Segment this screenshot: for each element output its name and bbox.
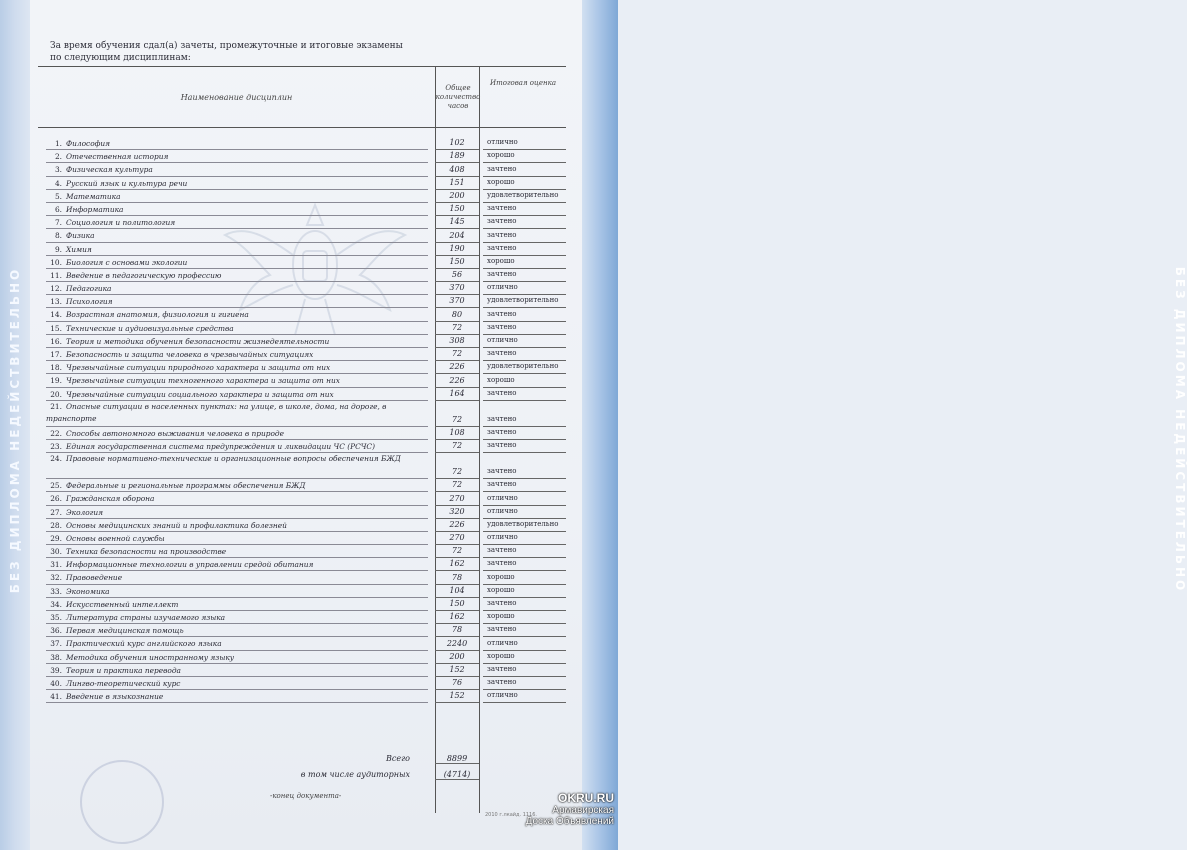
table-row xyxy=(38,532,566,545)
discipline-name: Правоведение xyxy=(66,573,123,583)
discipline-cell xyxy=(46,150,430,163)
hours-cell: 102 xyxy=(435,136,479,150)
print-info: 2010 г.лкайд. 1116. xyxy=(485,812,538,818)
discipline-name: Отечественная история xyxy=(66,152,169,162)
discipline-name: Правовые нормативно-технические и организационные вопросы обеспечения БЖД xyxy=(66,454,401,464)
grade-cell: отлично xyxy=(483,531,566,545)
grade-cell: зачтено xyxy=(483,229,566,243)
hours-cell: 76 xyxy=(435,676,479,690)
discipline-cell xyxy=(46,651,430,664)
hours-cell: 226 xyxy=(435,518,479,532)
table-row xyxy=(38,243,566,256)
header-discipline: Наименование дисциплин xyxy=(180,92,293,102)
discipline-cell xyxy=(46,401,430,425)
header-grade: Итоговая оценка xyxy=(479,67,566,127)
hours-cell: 370 xyxy=(435,294,479,308)
table-row xyxy=(38,519,566,532)
hours-cell: 56 xyxy=(435,268,479,282)
hours-cell: 164 xyxy=(435,387,479,401)
grade-cell: зачтено xyxy=(483,676,566,690)
grade-cell: отлично xyxy=(483,334,566,348)
discipline-name: Чрезвычайные ситуации техногенного характера и защита от них xyxy=(66,376,340,386)
table-row xyxy=(38,664,566,677)
table-row xyxy=(38,479,566,492)
grade-cell: зачтено xyxy=(483,557,566,571)
intro-line-2: по следующим дисциплинам: xyxy=(50,53,191,63)
discipline-cell xyxy=(46,598,430,611)
table-row xyxy=(38,190,566,203)
hours-cell: 72 xyxy=(435,413,479,427)
discipline-name: Чрезвычайные ситуации социального характера и защита от них xyxy=(66,389,334,399)
grade-cell: хорошо xyxy=(483,650,566,664)
table-row xyxy=(38,256,566,269)
total-value: 8899 xyxy=(435,754,479,764)
discipline-cell xyxy=(46,637,430,650)
discipline-cell xyxy=(46,163,430,176)
hours-cell: 226 xyxy=(435,360,479,374)
site-watermark xyxy=(526,792,614,827)
grade-cell: отлично xyxy=(483,281,566,295)
discipline-cell xyxy=(46,229,430,242)
row-number: 41. xyxy=(50,692,62,702)
table-row xyxy=(38,624,566,637)
hours-cell: 190 xyxy=(435,242,479,256)
hours-cell: 320 xyxy=(435,505,479,519)
table-row xyxy=(38,506,566,519)
table-row xyxy=(38,203,566,216)
discipline-cell xyxy=(46,177,430,190)
discipline-cell xyxy=(46,374,430,387)
table-row xyxy=(38,388,566,401)
table-row xyxy=(38,453,566,479)
row-number: 9. xyxy=(54,244,62,254)
row-number: 29. xyxy=(50,533,62,543)
row-number: 6. xyxy=(54,204,62,214)
discipline-name: Физика xyxy=(66,231,95,241)
row-number: 35. xyxy=(50,613,62,622)
table-row xyxy=(38,137,566,150)
grade-cell: зачтено xyxy=(483,544,566,558)
discipline-name: Теория и практика перевода xyxy=(66,665,181,675)
table-row xyxy=(38,598,566,611)
discipline-cell xyxy=(46,308,430,321)
row-number: 14. xyxy=(50,310,62,320)
discipline-name: Практический курс английского языка xyxy=(66,639,222,649)
grade-cell: зачтено xyxy=(483,465,566,479)
hours-cell: 145 xyxy=(435,215,479,229)
grade-cell: зачтено xyxy=(483,623,566,637)
right-border-strip xyxy=(582,0,1187,850)
grade-cell: зачтено xyxy=(483,242,566,256)
discipline-cell xyxy=(46,690,430,703)
header-hours: Общее количество часов xyxy=(435,67,480,127)
row-number: 16. xyxy=(50,336,62,346)
table-row xyxy=(38,427,566,440)
faint-stamp xyxy=(80,760,164,844)
grade-cell: хорошо xyxy=(483,610,566,624)
discipline-cell xyxy=(46,532,430,545)
grade-cell: хорошо xyxy=(483,255,566,269)
grade-cell: зачтено xyxy=(483,478,566,492)
discipline-name: Педагогика xyxy=(66,284,112,294)
discipline-name: Математика xyxy=(66,191,121,201)
grade-cell: отлично xyxy=(483,689,566,703)
hours-cell: 2240 xyxy=(435,637,479,651)
row-number: 31. xyxy=(50,560,62,570)
discipline-cell xyxy=(46,664,430,677)
row-number: 33. xyxy=(50,586,62,596)
row-number: 3. xyxy=(54,165,62,175)
hours-cell: 152 xyxy=(435,663,479,677)
discipline-name: Основы военной службы xyxy=(66,533,165,543)
discipline-name: Первая медицинская помощь xyxy=(66,626,184,636)
table-row xyxy=(38,585,566,598)
grade-cell: зачтено xyxy=(483,426,566,440)
grades-table xyxy=(38,66,566,799)
table-row xyxy=(38,492,566,505)
row-number: 11. xyxy=(50,270,62,280)
discipline-name: Техника безопасности на производстве xyxy=(66,547,227,557)
discipline-cell xyxy=(46,216,430,229)
row-number: 25. xyxy=(50,481,62,491)
discipline-cell xyxy=(46,203,430,216)
hours-cell: 78 xyxy=(435,571,479,585)
hours-cell: 72 xyxy=(435,544,479,558)
discipline-cell xyxy=(46,190,430,203)
discipline-name: Информационные технологии в управлении средой обитания xyxy=(66,560,314,570)
discipline-name: Технические и аудиовизуальные средства xyxy=(66,323,234,333)
row-number: 24. xyxy=(50,454,62,464)
table-row xyxy=(38,690,566,703)
watermark-line-1: Армавирская xyxy=(552,805,614,816)
table-row xyxy=(38,571,566,584)
discipline-cell xyxy=(46,282,430,295)
total-label: Всего xyxy=(386,754,410,763)
grade-cell: зачтено xyxy=(483,202,566,216)
hours-cell: 78 xyxy=(435,623,479,637)
intro-line-1: За время обучения сдал(а) зачеты, промежуточные и итоговые экзамены xyxy=(50,41,403,51)
grade-cell: зачтено xyxy=(483,439,566,453)
discipline-name: Лингво-теоретический курс xyxy=(66,678,181,688)
hours-cell: 152 xyxy=(435,689,479,703)
hours-cell: 151 xyxy=(435,176,479,190)
table-row xyxy=(38,216,566,229)
grade-cell: зачтено xyxy=(483,308,566,322)
row-number: 36. xyxy=(50,626,62,636)
hours-cell: 200 xyxy=(435,650,479,664)
row-number: 27. xyxy=(50,507,62,517)
discipline-name: Методика обучения иностранному языку xyxy=(66,652,235,662)
hours-cell: 162 xyxy=(435,557,479,571)
grade-cell: отлично xyxy=(483,505,566,519)
hours-cell: 370 xyxy=(435,281,479,295)
discipline-cell xyxy=(46,137,430,150)
row-number: 21. xyxy=(50,401,62,411)
discipline-name: Федеральные и региональные программы обеспечения БЖД xyxy=(66,481,306,491)
hours-cell: 204 xyxy=(435,229,479,243)
hours-cell: 150 xyxy=(435,255,479,269)
table-row xyxy=(38,335,566,348)
discipline-name: Экология xyxy=(66,507,104,517)
watermark-site: OKRU.RU xyxy=(558,791,614,805)
hours-cell: 408 xyxy=(435,163,479,177)
row-number: 40. xyxy=(50,678,62,688)
table-row xyxy=(38,229,566,242)
table-row xyxy=(38,295,566,308)
discipline-name: Биология с основами экологии xyxy=(66,257,188,267)
discipline-name: Возрастная анатомия, физиология и гигиена xyxy=(66,310,249,320)
grade-cell: хорошо xyxy=(483,374,566,388)
table-row xyxy=(38,308,566,321)
discipline-name: Русский язык и культура речи xyxy=(66,178,188,188)
discipline-name: Введение в языкознание xyxy=(66,692,164,702)
discipline-cell xyxy=(46,427,430,440)
hours-cell: 72 xyxy=(435,321,479,335)
discipline-cell xyxy=(46,624,430,637)
hours-cell: 72 xyxy=(435,347,479,361)
row-number: 12. xyxy=(50,284,62,294)
grade-cell: удовлетворительно xyxy=(483,518,566,532)
discipline-cell xyxy=(46,585,430,598)
grade-cell: зачтено xyxy=(483,321,566,335)
discipline-name: Теория и методика обучения безопасности жизнедеятельности xyxy=(66,336,330,346)
discipline-name: Литература страны изучаемого языка xyxy=(66,613,226,622)
discipline-name: Психология xyxy=(66,297,113,307)
discipline-cell xyxy=(46,558,430,571)
left-side-warning: БЕЗ ДИПЛОМА НЕДЕЙСТВИТЕЛЬНО xyxy=(8,266,22,594)
row-number: 22. xyxy=(50,428,62,438)
row-number: 32. xyxy=(50,573,62,583)
discipline-cell xyxy=(46,453,430,465)
discipline-name: Химия xyxy=(66,244,92,254)
row-number: 4. xyxy=(54,178,62,188)
table-row xyxy=(38,558,566,571)
table-row xyxy=(38,545,566,558)
table-row xyxy=(38,611,566,624)
discipline-name: Информатика xyxy=(66,204,124,214)
discipline-name: Философия xyxy=(66,139,111,148)
discipline-cell xyxy=(46,388,430,401)
row-number: 28. xyxy=(50,520,62,530)
discipline-cell xyxy=(46,677,430,690)
grade-cell: зачтено xyxy=(483,268,566,282)
grade-cell: отлично xyxy=(483,637,566,651)
row-number: 18. xyxy=(50,363,62,373)
row-number: 10. xyxy=(50,257,62,267)
discipline-cell xyxy=(46,611,430,624)
row-number: 7. xyxy=(54,218,62,228)
grade-cell: удовлетворительно xyxy=(483,189,566,203)
discipline-cell xyxy=(46,322,430,335)
table-row xyxy=(38,150,566,163)
discipline-cell xyxy=(46,335,430,348)
right-side-warning: БЕЗ ДИПЛОМА НЕДЕЙСТВИТЕЛЬНО xyxy=(1173,266,1187,594)
hours-cell: 270 xyxy=(435,492,479,506)
grade-cell: зачтено xyxy=(483,387,566,401)
grade-cell: хорошо xyxy=(483,176,566,190)
table-row xyxy=(38,651,566,664)
row-number: 20. xyxy=(50,389,62,399)
discipline-cell xyxy=(46,571,430,584)
grade-cell: удовлетворительно xyxy=(483,360,566,374)
discipline-name: Чрезвычайные ситуации природного характера и защита от них xyxy=(66,363,331,373)
hours-cell: 189 xyxy=(435,149,479,163)
grade-cell: хорошо xyxy=(483,584,566,598)
hours-cell: 226 xyxy=(435,374,479,388)
row-number: 17. xyxy=(50,350,62,359)
discipline-name: Экономика xyxy=(66,586,110,596)
hours-cell: 162 xyxy=(435,610,479,624)
discipline-cell xyxy=(46,545,430,558)
row-number: 38. xyxy=(50,652,62,662)
grade-cell: удовлетворительно xyxy=(483,294,566,308)
table-row xyxy=(38,440,566,453)
row-number: 1. xyxy=(54,139,62,148)
row-number: 19. xyxy=(50,376,62,386)
table-row xyxy=(38,177,566,190)
hours-cell: 308 xyxy=(435,334,479,348)
auditorium-value: (4714) xyxy=(435,770,479,780)
grade-cell: зачтено xyxy=(483,347,566,361)
row-number: 5. xyxy=(54,191,62,201)
discipline-name: Социология и политология xyxy=(66,218,176,228)
row-number: 30. xyxy=(50,547,62,557)
discipline-cell xyxy=(46,440,430,453)
discipline-cell xyxy=(46,243,430,256)
discipline-name: Введение в педагогическую профессию xyxy=(66,270,222,280)
row-number: 15. xyxy=(50,323,62,333)
table-row xyxy=(38,282,566,295)
hours-cell: 72 xyxy=(435,478,479,492)
grade-cell: зачтено xyxy=(483,413,566,427)
discipline-cell xyxy=(46,506,430,519)
intro-text xyxy=(50,40,570,64)
hours-cell: 270 xyxy=(435,531,479,545)
grade-cell: зачтено xyxy=(483,215,566,229)
discipline-cell xyxy=(46,479,430,492)
table-row xyxy=(38,163,566,176)
discipline-name: Безопасность и защита человека в чрезвычайных ситуациях xyxy=(66,350,314,359)
table-row xyxy=(38,637,566,650)
hours-cell: 72 xyxy=(435,439,479,453)
discipline-name: Способы автономного выживания человека в природе xyxy=(66,428,284,438)
discipline-cell xyxy=(46,519,430,532)
hours-cell: 72 xyxy=(435,465,479,479)
discipline-name: Искусственный интеллект xyxy=(66,599,179,609)
row-number: 37. xyxy=(50,639,62,649)
discipline-name: Опасные ситуации в населенных пунктах: на улице, в школе, дома, на дороге, в транспорте xyxy=(46,401,387,423)
discipline-name: Гражданская оборона xyxy=(66,494,155,504)
grade-cell: зачтено xyxy=(483,663,566,677)
left-border-strip xyxy=(0,0,30,850)
hours-cell: 108 xyxy=(435,426,479,440)
discipline-cell xyxy=(46,492,430,505)
row-number: 13. xyxy=(50,297,62,307)
table-row xyxy=(38,322,566,335)
table-row xyxy=(38,677,566,690)
table-row xyxy=(38,269,566,282)
hours-cell: 104 xyxy=(435,584,479,598)
table-row xyxy=(38,348,566,361)
table-row xyxy=(38,374,566,387)
table-row xyxy=(38,361,566,374)
table-header xyxy=(38,67,566,128)
hours-cell: 150 xyxy=(435,597,479,611)
row-number: 23. xyxy=(50,441,62,451)
hours-cell: 200 xyxy=(435,189,479,203)
grade-cell: зачтено xyxy=(483,597,566,611)
row-rule xyxy=(46,702,428,703)
grade-cell: хорошо xyxy=(483,149,566,163)
row-number: 8. xyxy=(54,231,62,241)
grade-cell: отлично xyxy=(483,492,566,506)
hours-cell: 80 xyxy=(435,308,479,322)
discipline-name: Основы медицинских знаний и профилактика болезней xyxy=(66,520,287,530)
grade-cell: хорошо xyxy=(483,571,566,585)
grade-cell: зачтено xyxy=(483,163,566,177)
row-number: 26. xyxy=(50,494,62,504)
end-of-document: -конец документа- xyxy=(270,792,342,800)
row-number: 39. xyxy=(50,665,62,675)
row-number: 2. xyxy=(54,152,62,162)
table-body xyxy=(38,137,566,703)
auditorium-label: в том числе аудиторных xyxy=(300,770,410,779)
discipline-cell xyxy=(46,256,430,269)
grade-cell: отлично xyxy=(483,136,566,150)
discipline-cell xyxy=(46,348,430,361)
discipline-name: Физическая культура xyxy=(66,165,153,175)
discipline-cell xyxy=(46,295,430,308)
discipline-cell xyxy=(46,269,430,282)
row-number: 34. xyxy=(50,599,62,609)
table-row xyxy=(38,401,566,427)
watermark-line-2: Доска Объявлений xyxy=(525,816,614,827)
discipline-name: Единая государственная система предупреждения и ликвидации ЧС (РСЧС) xyxy=(66,441,375,451)
hours-cell: 150 xyxy=(435,202,479,216)
discipline-cell xyxy=(46,361,430,374)
